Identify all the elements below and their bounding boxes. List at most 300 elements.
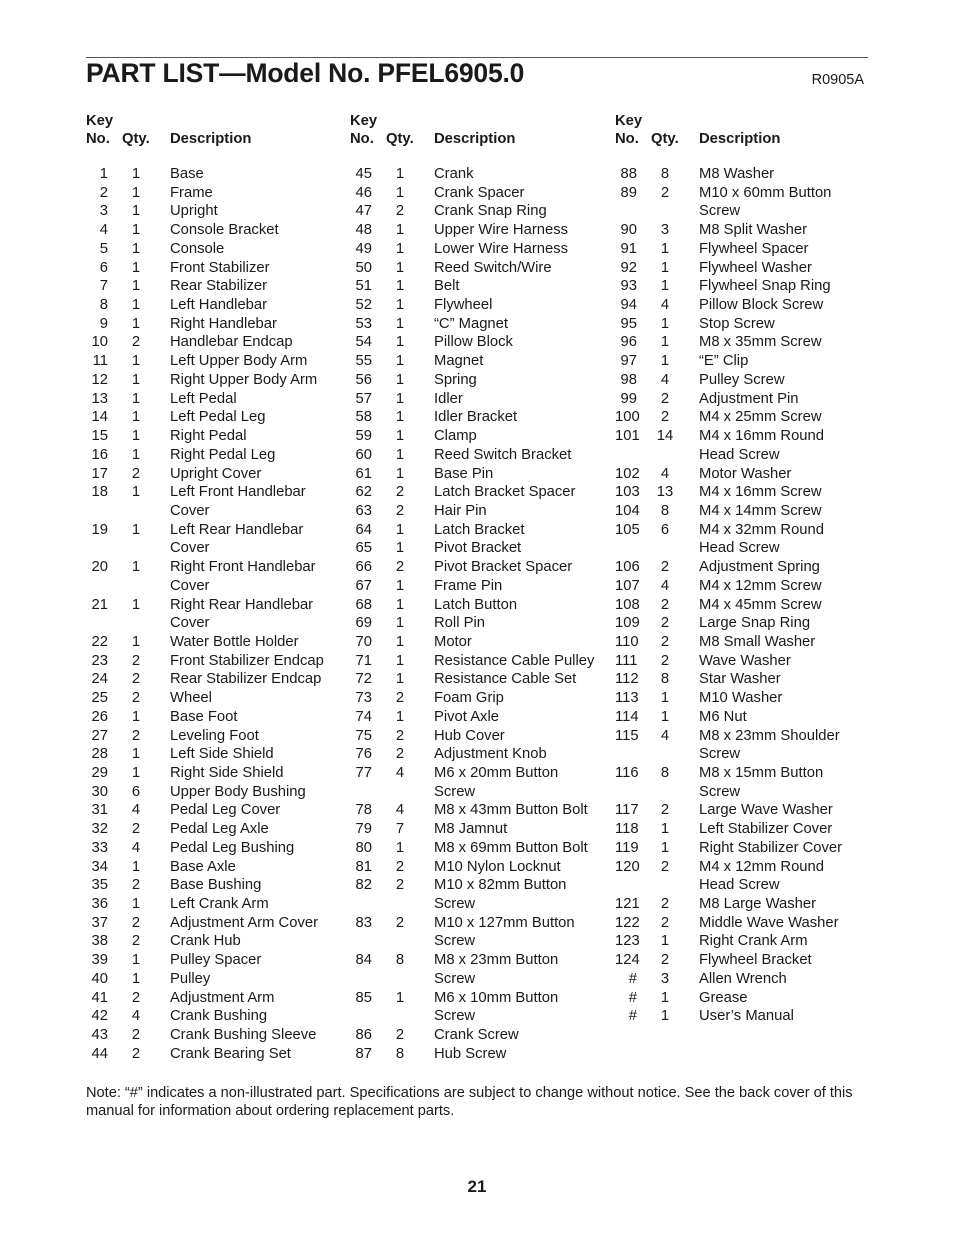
part-description: Foam Grip — [434, 690, 504, 707]
part-description: Right Side Shield — [170, 765, 284, 781]
part-key-number: 101 — [615, 428, 640, 445]
part-key-number: 22 — [91, 633, 108, 650]
part-quantity: 1 — [395, 540, 405, 557]
part-quantity: 1 — [395, 671, 405, 688]
part-description: Hub Screw — [434, 1045, 507, 1062]
part-description: Pulley — [170, 970, 211, 987]
part-description: Screw — [434, 933, 476, 950]
part-quantity: 6 — [131, 783, 141, 800]
part-description: Crank Bearing Set — [170, 1045, 291, 1062]
part-quantity: 8 — [395, 952, 405, 969]
part-description: Pillow Block Screw — [699, 297, 824, 314]
part-key-number: 33 — [91, 839, 108, 856]
part-description: M4 x 16mm Round — [699, 428, 825, 445]
part-quantity: 2 — [660, 952, 670, 969]
part-quantity: 1 — [660, 708, 670, 725]
part-description: Grease — [699, 989, 748, 1006]
part-quantity: 2 — [660, 652, 670, 669]
part-quantity: 1 — [395, 428, 405, 445]
part-quantity: 1 — [395, 409, 405, 426]
part-quantity: 1 — [395, 222, 405, 239]
part-key-number: 75 — [355, 727, 372, 744]
part-quantity: 4 — [660, 371, 670, 388]
part-description: Left Upper Body Arm — [170, 353, 308, 370]
part-quantity: 1 — [131, 896, 141, 913]
part-description: Rear Stabilizer Endcap — [170, 671, 322, 688]
part-description: M6 Nut — [699, 708, 747, 725]
part-description: Base Pin — [434, 465, 494, 482]
part-quantity: 1 — [660, 334, 670, 351]
part-quantity: 6 — [660, 521, 670, 538]
part-key-number: 92 — [620, 259, 637, 276]
part-quantity: 1 — [395, 259, 405, 276]
part-description: Front Stabilizer Endcap — [170, 652, 324, 669]
part-description: M8 Jamnut — [434, 821, 508, 838]
part-description: Water Bottle Holder — [170, 633, 299, 650]
part-description: Right Handlebar — [170, 315, 277, 332]
part-key-number: 12 — [91, 371, 108, 388]
part-quantity: 1 — [660, 821, 670, 838]
key-header: Key — [615, 113, 643, 129]
part-description: Flywheel Spacer — [699, 240, 809, 257]
part-quantity: 4 — [131, 1008, 141, 1025]
part-description: Base Axle — [170, 858, 236, 875]
part-quantity: 1 — [660, 933, 670, 950]
part-key-number: 104 — [615, 502, 640, 519]
part-key-number: 96 — [620, 334, 637, 351]
part-description: Idler — [434, 390, 463, 407]
part-key-number: 41 — [91, 989, 108, 1006]
part-quantity: 4 — [660, 577, 670, 594]
part-key-number: 20 — [91, 559, 108, 576]
part-description: M6 x 10mm Button — [434, 989, 559, 1006]
part-description: Base Bushing — [170, 877, 262, 894]
part-key-number: 116 — [615, 765, 639, 781]
part-description: Pedal Leg Cover — [170, 802, 281, 819]
part-quantity: 1 — [131, 484, 141, 501]
part-key-number: 110 — [615, 633, 639, 650]
part-quantity: 2 — [660, 596, 670, 613]
part-description: Idler Bracket — [434, 409, 518, 426]
part-key-number: 83 — [355, 914, 372, 931]
part-key-number: 17 — [91, 465, 108, 482]
part-quantity: 2 — [660, 896, 670, 913]
part-quantity: 1 — [131, 952, 141, 969]
part-key-number: 102 — [615, 465, 640, 482]
part-key-number: 2 — [99, 184, 108, 201]
part-description: M10 Nylon Locknut — [434, 858, 561, 875]
part-description: Flywheel — [434, 297, 493, 314]
part-description: Head Screw — [699, 877, 780, 894]
key-header: Key — [350, 113, 378, 129]
part-description: Handlebar Endcap — [170, 334, 293, 351]
qty-header: Qty. — [386, 131, 414, 147]
part-description: Wheel — [170, 690, 212, 707]
part-quantity: 1 — [131, 297, 141, 314]
part-key-number: 13 — [91, 390, 108, 407]
part-description: M8 Washer — [699, 166, 775, 182]
part-description: Upright — [170, 203, 218, 220]
part-key-number: 68 — [355, 596, 372, 613]
part-quantity: 1 — [660, 259, 670, 276]
part-quantity: 4 — [660, 727, 670, 744]
part-quantity: 1 — [395, 166, 405, 182]
part-key-number: 54 — [355, 334, 372, 351]
part-description: Resistance Cable Set — [434, 671, 577, 688]
no-header: No. — [615, 131, 639, 147]
part-description: Right Pedal Leg — [170, 446, 276, 463]
part-key-number: 59 — [355, 428, 372, 445]
part-description: Crank Hub — [170, 933, 241, 950]
page-number: 21 — [467, 1177, 487, 1196]
part-key-number: 18 — [91, 484, 108, 501]
part-key-number: 122 — [615, 914, 640, 931]
part-quantity: 1 — [395, 465, 405, 482]
part-key-number: 52 — [355, 297, 372, 314]
part-quantity: 2 — [131, 914, 141, 931]
part-quantity: 2 — [131, 465, 141, 482]
part-quantity: 2 — [660, 858, 670, 875]
part-description: Cover — [170, 502, 210, 519]
part-description: Crank Spacer — [434, 184, 525, 201]
part-key-number: 85 — [355, 989, 372, 1006]
part-quantity: 1 — [660, 353, 670, 370]
part-key-number: 80 — [355, 839, 372, 856]
part-key-number: 113 — [615, 690, 639, 707]
part-key-number: 30 — [91, 783, 108, 800]
part-description: Flywheel Bracket — [699, 952, 812, 969]
part-quantity: 7 — [395, 821, 405, 838]
part-description: Pivot Bracket — [434, 540, 522, 557]
part-quantity: 4 — [660, 465, 670, 482]
part-key-number: 107 — [615, 577, 640, 594]
part-description: M4 x 25mm Screw — [699, 409, 822, 426]
part-description: Pivot Bracket Spacer — [434, 559, 573, 576]
part-description: Leveling Foot — [170, 727, 259, 744]
part-quantity: 2 — [131, 821, 141, 838]
part-quantity: 2 — [131, 1027, 141, 1044]
qty-header: Qty. — [122, 131, 150, 147]
part-description: Crank Snap Ring — [434, 203, 547, 220]
part-description: Latch Bracket Spacer — [434, 484, 576, 501]
part-quantity: 1 — [131, 278, 141, 295]
part-quantity: 4 — [395, 765, 405, 781]
part-description: M8 x 69mm Button Bolt — [434, 839, 588, 856]
part-quantity: 1 — [395, 577, 405, 594]
part-description: Right Stabilizer Cover — [699, 839, 843, 856]
part-description: Lower Wire Harness — [434, 240, 569, 257]
part-description: Left Handlebar — [170, 297, 268, 314]
part-key-number: 109 — [615, 615, 640, 632]
part-description: Roll Pin — [434, 615, 485, 632]
part-key-number: 11 — [92, 353, 108, 370]
part-quantity: 1 — [131, 371, 141, 388]
part-key-number: 26 — [91, 708, 108, 725]
part-description: Reed Switch/Wire — [434, 259, 552, 276]
part-key-number: 106 — [615, 559, 640, 576]
page-title: PART LIST—Model No. PFEL6905.0 — [86, 58, 525, 88]
part-key-number: 56 — [355, 371, 372, 388]
part-quantity: 4 — [660, 297, 670, 314]
part-description: Right Front Handlebar — [170, 559, 316, 576]
part-quantity: 1 — [660, 989, 670, 1006]
part-key-number: # — [628, 970, 637, 987]
part-key-number: 95 — [620, 315, 637, 332]
part-description: Screw — [699, 203, 741, 220]
part-description: Flywheel Washer — [699, 259, 812, 276]
part-quantity: 1 — [395, 989, 405, 1006]
part-description: Screw — [699, 746, 741, 763]
part-description: Left Pedal — [170, 390, 237, 407]
part-quantity: 1 — [395, 240, 405, 257]
part-description: M8 Split Washer — [699, 222, 807, 239]
part-description: Clamp — [434, 428, 477, 445]
part-key-number: 53 — [355, 315, 372, 332]
part-description: M4 x 32mm Round — [699, 521, 825, 538]
part-key-number: 100 — [615, 409, 640, 426]
part-quantity: 1 — [660, 690, 670, 707]
part-quantity: 2 — [395, 502, 405, 519]
part-quantity: 2 — [395, 858, 405, 875]
part-quantity: 2 — [395, 1027, 405, 1044]
part-key-number: # — [628, 989, 637, 1006]
part-description: M8 x 23mm Button — [434, 952, 559, 969]
part-quantity: 1 — [131, 858, 141, 875]
part-key-number: 84 — [355, 952, 372, 969]
part-description: M8 x 23mm Shoulder — [699, 727, 840, 744]
part-description: Latch Button — [434, 596, 518, 613]
part-description: Left Front Handlebar — [170, 484, 306, 501]
part-key-number: 43 — [91, 1027, 108, 1044]
part-description: M4 x 12mm Round — [699, 858, 825, 875]
part-description: Star Washer — [699, 671, 781, 688]
part-key-number: 98 — [620, 371, 637, 388]
part-quantity: 2 — [395, 727, 405, 744]
part-key-number: 10 — [91, 334, 108, 351]
part-quantity: 1 — [395, 390, 405, 407]
part-description: Head Screw — [699, 446, 780, 463]
part-quantity: 2 — [660, 615, 670, 632]
part-key-number: 117 — [615, 802, 639, 819]
part-key-number: 23 — [91, 652, 108, 669]
part-description: Head Screw — [699, 540, 780, 557]
part-key-number: 5 — [99, 240, 108, 257]
part-quantity: 1 — [131, 708, 141, 725]
part-key-number: 123 — [615, 933, 640, 950]
part-quantity: 1 — [660, 278, 670, 295]
part-key-number: 24 — [91, 671, 108, 688]
part-description: Latch Bracket — [434, 521, 525, 538]
part-description: Hub Cover — [434, 727, 505, 744]
part-key-number: 37 — [91, 914, 108, 931]
part-key-number: 9 — [99, 315, 108, 332]
description-header: Description — [170, 131, 252, 147]
part-key-number: 73 — [355, 690, 372, 707]
part-quantity: 1 — [131, 559, 141, 576]
part-quantity: 2 — [660, 914, 670, 931]
part-quantity: 1 — [395, 184, 405, 201]
part-quantity: 1 — [131, 390, 141, 407]
part-quantity: 1 — [131, 446, 141, 463]
part-quantity: 1 — [131, 765, 141, 781]
part-quantity: 3 — [660, 970, 670, 987]
part-quantity: 1 — [131, 633, 141, 650]
part-description: Crank Bushing Sleeve — [170, 1027, 317, 1044]
part-description: M4 x 12mm Screw — [699, 577, 822, 594]
part-key-number: 99 — [620, 390, 637, 407]
part-description: Pulley Screw — [699, 371, 785, 388]
part-key-number: 87 — [355, 1045, 372, 1062]
part-description: Pedal Leg Axle — [170, 821, 269, 838]
part-description: Crank Bushing — [170, 1008, 268, 1025]
part-key-number: 114 — [615, 708, 639, 725]
part-key-number: 8 — [99, 297, 108, 314]
part-quantity: 2 — [660, 390, 670, 407]
part-quantity: 1 — [395, 353, 405, 370]
part-key-number: 46 — [355, 184, 372, 201]
part-description: Left Pedal Leg — [170, 409, 266, 426]
part-key-number: 86 — [355, 1027, 372, 1044]
part-key-number: 4 — [99, 222, 108, 239]
part-quantity: 1 — [131, 746, 141, 763]
no-header: No. — [350, 131, 374, 147]
part-quantity: 8 — [395, 1045, 405, 1062]
document-code: R0905A — [811, 72, 864, 88]
part-description: Hair Pin — [434, 502, 487, 519]
part-description: Screw — [699, 783, 741, 800]
part-key-number: 55 — [355, 353, 372, 370]
part-quantity: 2 — [131, 989, 141, 1006]
part-key-number: 78 — [355, 802, 372, 819]
part-quantity: 1 — [131, 428, 141, 445]
part-description: M6 x 20mm Button — [434, 765, 559, 781]
part-key-number: 70 — [355, 633, 372, 650]
part-key-number: 89 — [620, 184, 637, 201]
part-key-number: 49 — [355, 240, 372, 257]
part-quantity: 1 — [131, 166, 141, 182]
part-description: M8 Small Washer — [699, 633, 816, 650]
part-description: Frame — [170, 184, 213, 201]
part-description: Motor Washer — [699, 465, 792, 482]
part-quantity: 1 — [395, 652, 405, 669]
part-description: Left Crank Arm — [170, 896, 269, 913]
part-description: Upper Wire Harness — [434, 222, 569, 239]
part-description: Large Wave Washer — [699, 802, 833, 819]
part-key-number: 91 — [620, 240, 637, 257]
part-description: Base Foot — [170, 708, 238, 725]
part-key-number: 111 — [615, 652, 638, 669]
part-key-number: 97 — [620, 353, 637, 370]
part-key-number: 76 — [355, 746, 372, 763]
part-description: Reed Switch Bracket — [434, 446, 572, 463]
part-description: Frame Pin — [434, 577, 503, 594]
part-description: Flywheel Snap Ring — [699, 278, 831, 295]
part-quantity: 2 — [131, 877, 141, 894]
part-key-number: 48 — [355, 222, 372, 239]
part-description: Left Side Shield — [170, 746, 274, 763]
part-description: M10 x 82mm Button — [434, 877, 567, 894]
part-description: Left Stabilizer Cover — [699, 821, 833, 838]
part-description: Cover — [170, 615, 210, 632]
part-description: Screw — [434, 896, 476, 913]
part-key-number: 31 — [91, 802, 108, 819]
part-quantity: 4 — [131, 802, 141, 819]
part-quantity: 1 — [395, 521, 405, 538]
part-quantity: 1 — [131, 222, 141, 239]
part-key-number: 79 — [355, 821, 372, 838]
part-description: Spring — [434, 371, 477, 388]
part-quantity: 1 — [660, 315, 670, 332]
part-key-number: 1 — [99, 166, 108, 182]
part-key-number: 124 — [615, 952, 640, 969]
part-quantity: 1 — [131, 203, 141, 220]
part-description: Cover — [170, 540, 210, 557]
part-key-number: 38 — [91, 933, 108, 950]
part-quantity: 1 — [395, 315, 405, 332]
part-key-number: 28 — [91, 746, 108, 763]
part-description: Left Rear Handlebar — [170, 521, 304, 538]
part-quantity: 1 — [131, 970, 141, 987]
part-quantity: 1 — [131, 240, 141, 257]
part-description: Screw — [434, 970, 476, 987]
part-key-number: 16 — [91, 446, 108, 463]
part-description: M10 x 60mm Button — [699, 184, 832, 201]
part-quantity: 2 — [660, 184, 670, 201]
part-key-number: 65 — [355, 540, 372, 557]
part-key-number: 77 — [355, 765, 372, 781]
part-key-number: 115 — [615, 727, 639, 744]
part-quantity: 13 — [656, 484, 674, 501]
part-quantity: 2 — [395, 559, 405, 576]
part-quantity: 2 — [660, 802, 670, 819]
part-description: Crank Screw — [434, 1027, 519, 1044]
part-key-number: 72 — [355, 671, 372, 688]
part-key-number: 44 — [91, 1045, 108, 1062]
part-key-number: 88 — [620, 166, 637, 182]
part-description: M4 x 16mm Screw — [699, 484, 822, 501]
part-quantity: 8 — [660, 765, 670, 781]
part-key-number: 14 — [91, 409, 108, 426]
part-quantity: 1 — [395, 371, 405, 388]
part-description: Screw — [434, 783, 476, 800]
part-description: Allen Wrench — [699, 970, 787, 987]
part-key-number: 62 — [355, 484, 372, 501]
part-quantity: 1 — [395, 708, 405, 725]
part-description: M8 x 43mm Button Bolt — [434, 802, 588, 819]
part-description: Motor — [434, 633, 472, 650]
footnote: Note: “#” indicates a non-illustrated part. Specifications are subject to change without notice. See the back cover of this manual for information about ordering replacement parts. — [86, 1085, 853, 1119]
part-key-number: 19 — [91, 521, 108, 538]
part-key-number: 121 — [615, 896, 640, 913]
part-key-number: 60 — [355, 446, 372, 463]
part-key-number: 36 — [91, 896, 108, 913]
part-quantity: 2 — [131, 1045, 141, 1062]
part-key-number: 64 — [355, 521, 372, 538]
part-description: Pulley Spacer — [170, 952, 262, 969]
part-quantity: 1 — [395, 297, 405, 314]
part-key-number: 105 — [615, 521, 640, 538]
part-description: M8 Large Washer — [699, 896, 817, 913]
part-quantity: 2 — [395, 203, 405, 220]
part-quantity: 2 — [395, 877, 405, 894]
part-key-number: 69 — [355, 615, 372, 632]
part-description: Pivot Axle — [434, 708, 499, 725]
part-key-number: 93 — [620, 278, 637, 295]
part-description: M8 x 35mm Screw — [699, 334, 822, 351]
part-quantity: 1 — [131, 184, 141, 201]
part-key-number: 32 — [91, 821, 108, 838]
part-key-number: 66 — [355, 559, 372, 576]
